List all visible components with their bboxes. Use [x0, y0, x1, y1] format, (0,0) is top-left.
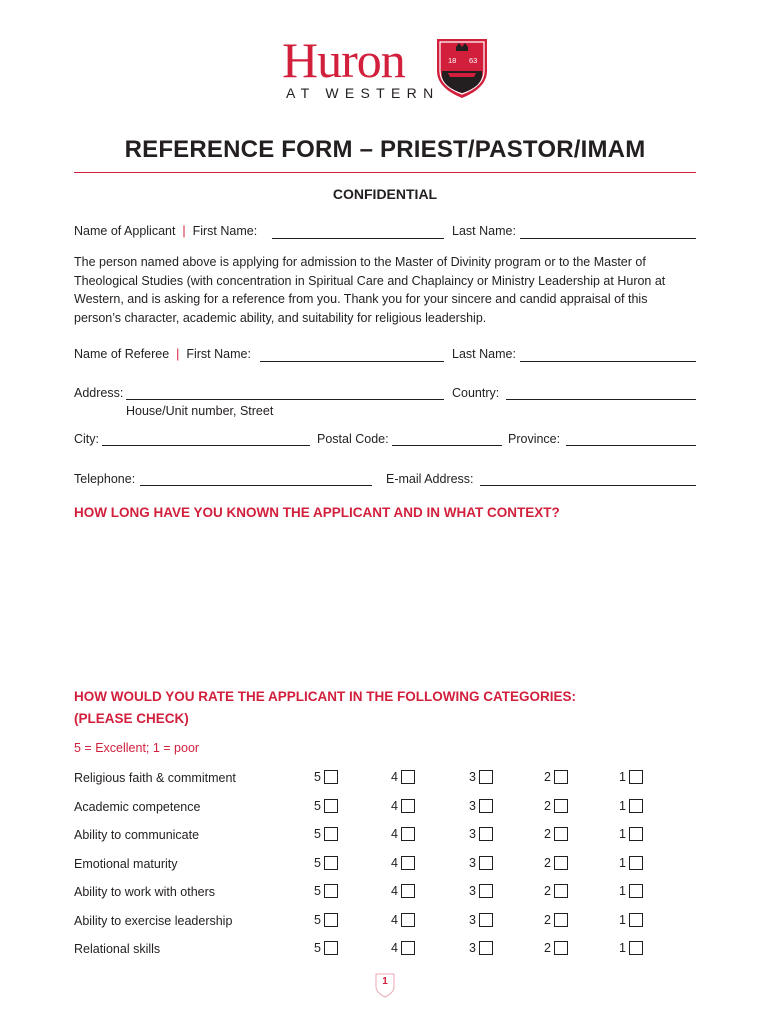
rating-checkbox[interactable] [629, 856, 643, 870]
rating-option-number: 4 [391, 884, 398, 898]
rating-checkbox[interactable] [479, 770, 493, 784]
province-label: Province: [508, 432, 561, 446]
rating-option [619, 913, 643, 927]
postal-code-field[interactable] [392, 445, 502, 446]
rating-option-number: 3 [469, 912, 476, 927]
rating-option [544, 913, 568, 927]
rating-option [469, 913, 493, 927]
email-field[interactable] [480, 485, 696, 486]
applicant-last-name-field[interactable] [520, 238, 696, 239]
referee-name-label: Name of Referee | First Name: [74, 347, 251, 361]
rating-option [314, 770, 338, 784]
rating-category-label: Ability to communicate [74, 828, 200, 842]
rating-category-label: Relational skills [74, 942, 161, 956]
rating-option-number: 3 [469, 941, 476, 955]
logo-wordmark: Huron [282, 32, 405, 88]
postal-code-label: Postal Code: [317, 432, 389, 446]
rating-option [469, 827, 493, 841]
rating-checkbox[interactable] [554, 913, 568, 927]
city-label: City: [74, 432, 99, 446]
page-title: REFERENCE FORM – PRIEST/PASTOR/IMAM [124, 136, 646, 163]
rating-option-number: 1 [619, 912, 626, 927]
applicant-last-name-label: Last Name: [452, 224, 516, 238]
rating-option [469, 770, 493, 784]
rating-checkbox[interactable] [324, 827, 338, 841]
rating-option [391, 827, 415, 841]
address-hint: House/Unit number, Street [126, 404, 274, 418]
telephone-field[interactable] [140, 485, 372, 486]
rating-category-label: Religious faith & commitment [74, 771, 236, 785]
rating-checkbox[interactable] [401, 827, 415, 841]
rating-option-number: 3 [469, 798, 476, 813]
rating-checkbox[interactable] [629, 827, 643, 841]
rating-option-number: 5 [314, 798, 321, 813]
rating-option [314, 856, 338, 870]
rating-option-number: 2 [544, 855, 551, 870]
rating-option [314, 799, 338, 813]
rating-option [391, 884, 415, 898]
rating-option [469, 799, 493, 813]
rating-option [619, 941, 643, 955]
rating-option [314, 884, 338, 898]
province-field[interactable] [566, 445, 696, 446]
rating-option [619, 856, 643, 870]
rating-checkbox[interactable] [401, 884, 415, 898]
rating-option-number: 4 [391, 770, 398, 784]
referee-last-name-field[interactable] [520, 361, 696, 362]
rating-checkbox[interactable] [554, 856, 568, 870]
logo-subtitle: AT WESTERN [286, 85, 440, 101]
rating-option-number: 3 [469, 827, 476, 841]
rating-checkbox[interactable] [401, 770, 415, 784]
crest-year-right: 63 [469, 56, 478, 65]
rating-option-number: 5 [314, 912, 321, 927]
rating-checkbox[interactable] [401, 941, 415, 955]
rating-checkbox[interactable] [324, 770, 338, 784]
rating-option-number: 5 [314, 770, 321, 784]
rating-option [391, 770, 415, 784]
rating-option [391, 913, 415, 927]
rating-checkbox[interactable] [554, 770, 568, 784]
rating-checkbox[interactable] [479, 799, 493, 813]
rating-checkbox[interactable] [629, 770, 643, 784]
email-label: E-mail Address: [386, 472, 474, 486]
rating-option-number: 4 [391, 941, 398, 955]
rating-option [544, 770, 568, 784]
rating-option-number: 2 [544, 827, 551, 841]
applicant-name-label: Name of Applicant | First Name: [74, 224, 258, 238]
rating-option [544, 799, 568, 813]
address-label: Address: [74, 386, 124, 400]
rating-checkbox[interactable] [479, 856, 493, 870]
rating-option [469, 941, 493, 955]
rating-option-number: 1 [619, 855, 626, 870]
rating-option [314, 827, 338, 841]
rating-option-number: 4 [391, 855, 398, 870]
rating-option-number: 1 [619, 941, 626, 955]
rating-checkbox[interactable] [324, 884, 338, 898]
referee-last-name-label: Last Name: [452, 347, 516, 361]
rating-option-number: 3 [469, 855, 476, 870]
rating-option-number: 3 [469, 884, 476, 898]
page-number: 1 [382, 976, 388, 987]
rating-checkbox[interactable] [479, 827, 493, 841]
rating-option [619, 884, 643, 898]
question-known-heading: HOW LONG HAVE YOU KNOWN THE APPLICANT AND IN WHAT CONTEXT? [74, 505, 560, 520]
rating-checkbox[interactable] [324, 913, 338, 927]
rating-option-number: 3 [469, 770, 476, 784]
rating-option-number: 2 [544, 884, 551, 898]
country-field[interactable] [506, 399, 696, 400]
rating-option [544, 827, 568, 841]
confidential-label: CONFIDENTIAL [332, 186, 438, 202]
rating-option [469, 884, 493, 898]
rating-checkbox[interactable] [479, 884, 493, 898]
rating-checkbox[interactable] [479, 941, 493, 955]
rating-checkbox[interactable] [554, 884, 568, 898]
rating-checkbox[interactable] [401, 799, 415, 813]
rating-option [619, 799, 643, 813]
rating-checkbox[interactable] [629, 941, 643, 955]
rating-option [544, 941, 568, 955]
question-rating-heading: HOW WOULD YOU RATE THE APPLICANT IN THE FOLLOWING CATEGORIES: (PLEASE CHECK) [74, 689, 576, 726]
rating-checkbox[interactable] [554, 799, 568, 813]
rating-option-number: 1 [619, 798, 626, 813]
address-field[interactable] [126, 399, 444, 400]
rating-checkbox[interactable] [324, 856, 338, 870]
title-divider [74, 172, 696, 173]
city-field[interactable] [102, 445, 310, 446]
rating-checkbox[interactable] [554, 827, 568, 841]
rating-checkbox[interactable] [401, 856, 415, 870]
rating-option [619, 827, 643, 841]
rating-option-number: 2 [544, 770, 551, 784]
telephone-label: Telephone: [74, 472, 136, 486]
rating-option-number: 2 [544, 798, 551, 813]
country-label: Country: [452, 386, 500, 400]
rating-checkbox[interactable] [479, 913, 493, 927]
huron-logo [280, 32, 500, 106]
rating-option-number: 4 [391, 827, 398, 841]
rating-option-number: 4 [391, 798, 398, 813]
rating-option [391, 941, 415, 955]
rating-checkbox[interactable] [401, 913, 415, 927]
rating-option [619, 770, 643, 784]
applicant-first-name-field[interactable] [272, 238, 444, 239]
referee-first-name-field[interactable] [260, 361, 444, 362]
rating-option [469, 856, 493, 870]
rating-option-number: 5 [314, 884, 321, 898]
rating-option [544, 856, 568, 870]
rating-option-number: 5 [314, 827, 321, 841]
rating-option-number: 5 [314, 855, 321, 870]
rating-checkbox[interactable] [629, 884, 643, 898]
rating-category-label: Ability to exercise leadership [74, 913, 233, 928]
rating-option-number: 1 [619, 827, 626, 841]
rating-category-label: Academic competence [74, 799, 201, 814]
rating-option [544, 884, 568, 898]
crest-year-left: 18 [448, 56, 457, 65]
rating-checkbox[interactable] [554, 941, 568, 955]
scale-note: 5 = Excellent; 1 = poor [74, 741, 200, 755]
rating-option-number: 4 [391, 912, 398, 927]
rating-category-label: Emotional maturity [74, 856, 178, 871]
rating-checkbox[interactable] [629, 913, 643, 927]
rating-option-number: 5 [314, 941, 321, 955]
rating-checkbox[interactable] [629, 799, 643, 813]
rating-option-number: 1 [619, 884, 626, 898]
rating-option-number: 2 [544, 912, 551, 927]
rating-option-number: 1 [619, 770, 626, 784]
rating-category-label: Ability to work with others [74, 885, 216, 899]
rating-checkbox[interactable] [324, 799, 338, 813]
rating-option [314, 941, 338, 955]
question-known-answer-area[interactable] [74, 528, 696, 678]
intro-paragraph: The person named above is applying for admission to the Master of Divinity program or to the Master of Theological Studies (with concentration in Spiritual Care and Chaplaincy or Ministry Leadership at Huron at Western, and is asking for a reference from you. Thank you for your sincere and candid appraisal of this person’s character, academic ability, and suitability for religious leadership. [74, 255, 666, 325]
rating-option [391, 856, 415, 870]
rating-option [314, 913, 338, 927]
rating-checkbox[interactable] [324, 941, 338, 955]
rating-option [391, 799, 415, 813]
crest-icon [434, 37, 490, 99]
rating-option-number: 2 [544, 941, 551, 955]
